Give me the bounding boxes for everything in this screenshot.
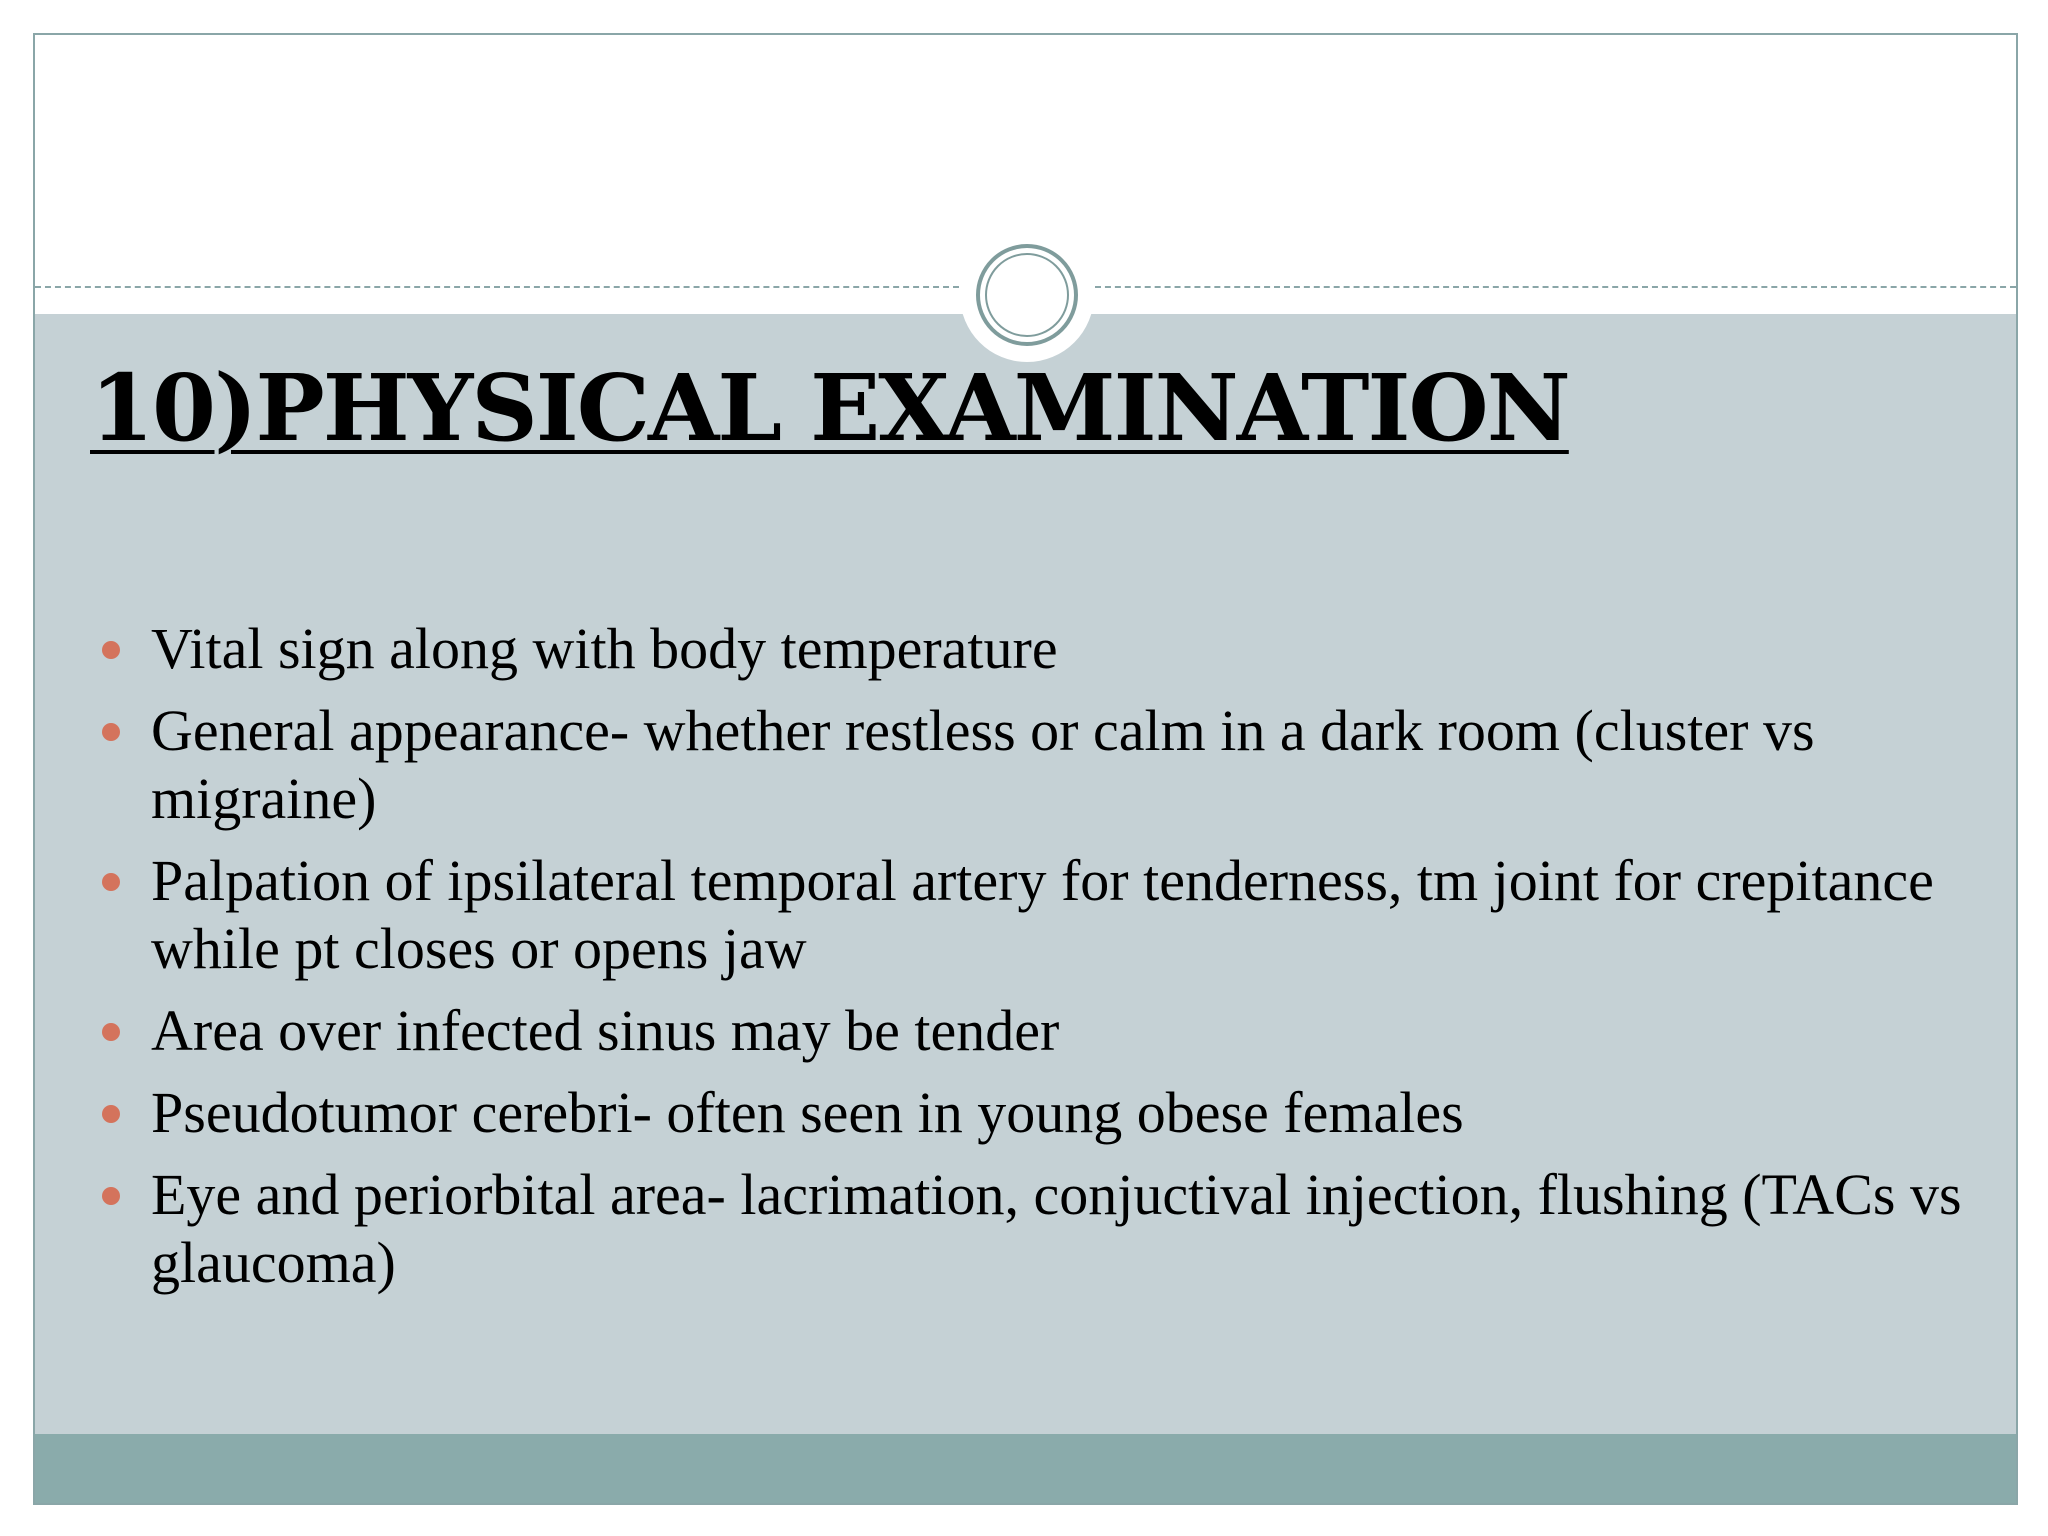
bullet-item — [90, 997, 1970, 1065]
bullet-text: General appearance- whether restless or calm in a dark room (cluster vs migraine) — [151, 698, 1815, 831]
bullet-dot-icon — [102, 1105, 120, 1123]
bullet-text: Eye and periorbital area- lacrimation, conjuctival injection, flushing (TACs vs glaucoma) — [151, 1162, 1962, 1295]
bullet-item — [90, 1161, 1970, 1297]
bullet-dot-icon — [102, 1187, 120, 1205]
bullet-dot-icon — [102, 723, 120, 741]
bullet-dot-icon — [102, 1023, 120, 1041]
bullet-item — [90, 615, 1970, 683]
bullet-text: Area over infected sinus may be tender — [151, 998, 1060, 1063]
header-divider-left — [35, 286, 959, 288]
bullet-text: Pseudotumor cerebri- often seen in young obese females — [151, 1080, 1464, 1145]
bullet-list — [90, 615, 1970, 1311]
bullet-dot-icon — [102, 641, 120, 659]
bullet-item — [90, 1079, 1970, 1147]
bullet-text: Palpation of ipsilateral temporal artery for tenderness, tm joint for crepitance while pt closes or opens jaw — [151, 848, 1934, 981]
bullet-text: Vital sign along with body temperature — [151, 616, 1058, 681]
ring-icon — [976, 244, 1078, 346]
slide-footer-bar — [35, 1434, 2016, 1505]
bullet-item — [90, 847, 1970, 983]
header-divider-right — [1095, 286, 2016, 288]
slide-title: 10)PHYSICAL EXAMINATION — [90, 354, 1569, 462]
slide — [33, 33, 2018, 1505]
bullet-item — [90, 697, 1970, 833]
bullet-dot-icon — [102, 873, 120, 891]
